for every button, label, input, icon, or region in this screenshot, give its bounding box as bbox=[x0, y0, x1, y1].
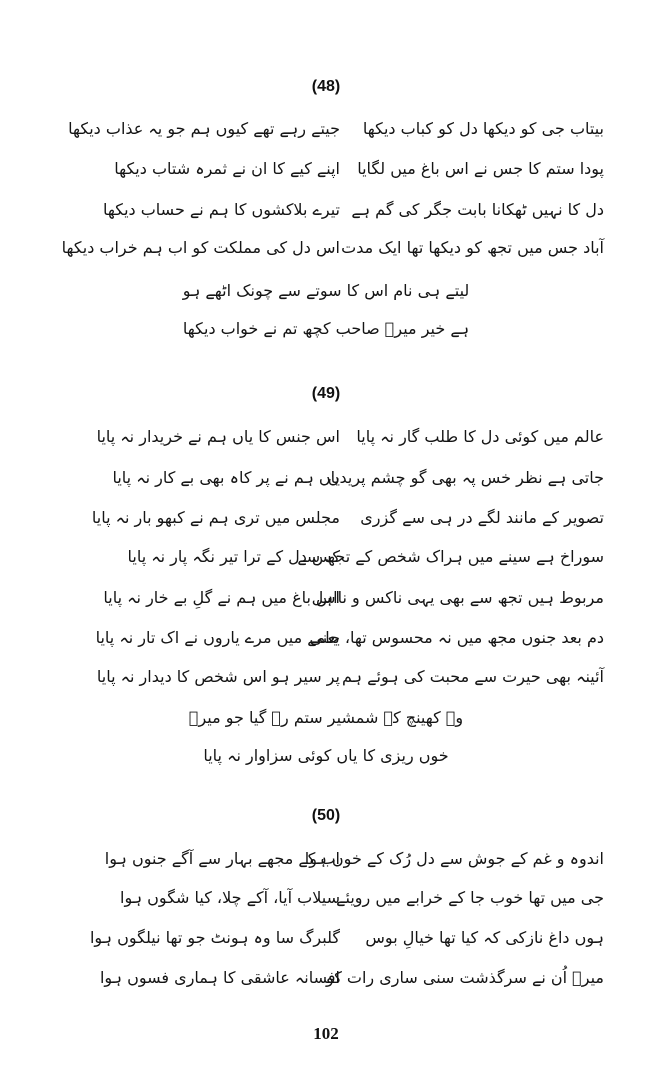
verse-line: ہوں داغ نازکی کہ کیا تھا خیالِ بوس bbox=[365, 928, 604, 947]
verse-line: دم بعد جنوں مجھ میں نہ محسوس تھا، یعنی bbox=[309, 628, 604, 647]
verse-line: اپنے کیے کا ان نے ثمرہ شتاب دیکھا bbox=[114, 159, 340, 178]
verse-line: اس باغ میں ہم نے گلِ بے خار نہ پایا bbox=[103, 588, 340, 607]
verse-line: اب کے مجھے بہار سے آگے جنوں ہوا bbox=[104, 849, 340, 868]
verse-line: جیتے رہے تھے کیوں ہم جو یہ عذاب دیکھا bbox=[68, 119, 340, 138]
verse-line: سیلاب آیا، آکے چلا، کیا شگوں ہوا bbox=[120, 888, 340, 907]
verse-line: جاتی ہے نظر خس پہ بھی گو چشم پریدن bbox=[327, 468, 604, 487]
verse-line: سوراخ ہے سینے میں ہراک شخص کے تجھ سے bbox=[297, 547, 604, 566]
verse-line: تیرے بلاکشوں کا ہم نے حساب دیکھا bbox=[102, 200, 340, 219]
verse-line: اندوہ و غم کے جوش سے دل رُک کے خوں ہوا bbox=[304, 849, 604, 868]
verse-line: دل کا نہیں ٹھکانا بابت جگر کی گم ہے bbox=[351, 200, 604, 219]
closing-verse-line: لیتے ہی نام اس کا سوتے سے چونک اٹھے ہو bbox=[182, 281, 470, 300]
verse-line: مجلس میں تری ہم نے کبھو بار نہ پایا bbox=[91, 508, 340, 527]
verse-line: اس جنس کا یاں ہم نے خریدار نہ پایا bbox=[96, 427, 340, 446]
verse-line: آباد جس میں تجھ کو دیکھا تھا ایک مدت bbox=[341, 238, 604, 257]
verse-line: پر سیر ہو اس شخص کا دیدار نہ پایا bbox=[96, 667, 340, 686]
verse-line: کس دل کے ترا تیر نگہ پار نہ پایا bbox=[127, 547, 340, 566]
verse-line: عالم میں کوئی دل کا طلب گار نہ پایا bbox=[356, 427, 604, 446]
verse-line: میرؔ اُن نے سرگذشت سنی ساری رات کو bbox=[325, 968, 604, 987]
closing-verse-line: وہ کھینچ کے شمشیر ستم رہ گیا جو میرؔ bbox=[188, 708, 464, 727]
verse-line: جامے میں مرے یاروں نے اک تار نہ پایا bbox=[95, 628, 340, 647]
verse-line: تصویر کے مانند لگے در ہی سے گزری bbox=[360, 508, 604, 527]
verse-line: یاں ہم نے پر کاہ بھی بے کار نہ پایا bbox=[112, 468, 340, 487]
verse-line: مربوط ہیں تجھ سے بھی یہی ناکس و نااہل bbox=[311, 588, 604, 607]
verse-line: بیتاب جی کو دیکھا دل کو کباب دیکھا bbox=[362, 119, 604, 138]
closing-verse-line: خوں ریزی کا یاں کوئی سزاوار نہ پایا bbox=[203, 746, 449, 765]
ghazal-number: (48) bbox=[311, 78, 341, 95]
verse-line: گلبرگ سا وہ ہونٹ جو تھا نیلگوں ہوا bbox=[89, 928, 340, 947]
verse-line: پودا ستم کا جس نے اس باغ میں لگایا bbox=[357, 159, 604, 178]
verse-line: اس دل کی مملکت کو اب ہم خراب دیکھا bbox=[61, 238, 340, 257]
verse-line: افسانہ عاشقی کا ہماری فسوں ہوا bbox=[99, 968, 340, 987]
verse-line: جی میں تھا خوب جا کے خرابے میں رویئے bbox=[336, 888, 604, 907]
page-number: 102 bbox=[313, 1024, 339, 1043]
closing-verse-line: ہے خیر میرؔ صاحب کچھ تم نے خواب دیکھا bbox=[182, 319, 470, 338]
ghazal-number: (50) bbox=[311, 807, 341, 824]
verse-line: آئینہ بھی حیرت سے محبت کی ہوئے ہم bbox=[342, 667, 604, 686]
ghazal-number: (49) bbox=[311, 385, 341, 402]
